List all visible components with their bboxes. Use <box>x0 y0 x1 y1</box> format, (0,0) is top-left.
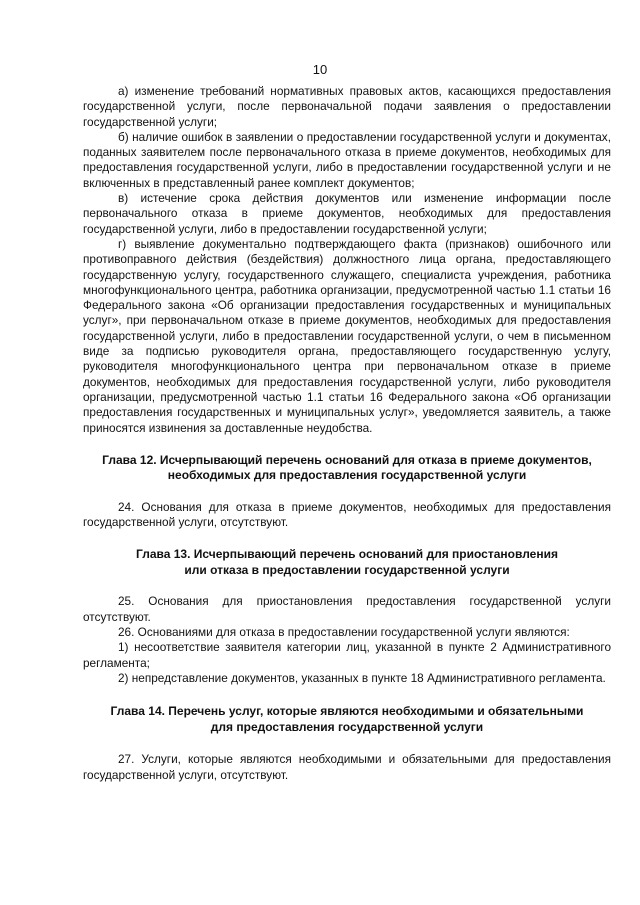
document-body <box>83 84 611 783</box>
paragraph-g: г) выявление документально подтверждающего факта (признаков) ошибочного или противоправного действия (бездействия) должностного лица органа, предоставляющего государственную услугу, государственного служащего, специалиста учреждения, работника многофункционального центра, работника организации, предусмотренной частью 1.1 статьи 16 Федерального закона «Об организации предоставления государственных и муниципальных услуг», при первоначальном отказе в приеме документов, необходимых для предоставления государственной услуги, либо в предоставлении государственной услуги, о чем в письменном виде за подписью руководителя органа, предоставляющего государственную услугу, руководителя многофункционального центра при первоначальном отказе в приеме документов, необходимых для предоставления государственной услуги, либо руководителя организации, предусмотренной частью 1.1 статьи 16 Федерального закона «Об организации предоставления государственных и муниципальных услуг», уведомляется заявитель, а также приносятся извинения за доставленные неудобства. <box>83 236 611 435</box>
paragraph-24: 24. Основания для отказа в приеме документов, необходимых для предоставления государственной услуги, отсутствуют. <box>83 499 611 530</box>
chapter-13-heading-line2: или отказа в предоставлении государственной услуги <box>184 562 510 577</box>
chapter-14-heading <box>83 704 611 735</box>
paragraph-26: 26. Основаниями для отказа в предоставлении государственной услуги являются: <box>118 625 570 640</box>
chapter-14-heading-line1: Глава 14. Перечень услуг, которые являются необходимыми и обязательными <box>110 704 584 719</box>
chapter-12-heading-line2: необходимых для предоставления государственной услуги <box>167 468 527 483</box>
paragraph-26-item-2: 2) непредставление документов, указанных в пункте 18 Административного регламента. <box>118 670 606 685</box>
chapter-12-heading <box>83 453 611 484</box>
paragraph-b: б) наличие ошибок в заявлении о предоставлении государственной услуги и документах, поданных заявителем после первоначального отказа в приеме документов, необходимых для предоставления государственной услуги, либо в предоставлении государственной услуги и не включенных в представленный ранее комплект документов; <box>83 129 611 190</box>
paragraph-27: 27. Услуги, которые являются необходимыми и обязательными для предоставления государственной услуги, отсутствуют. <box>83 752 611 782</box>
chapter-14-heading-line2: для предоставления государственной услуги <box>210 719 484 734</box>
paragraph-26-item-1: 1) несоответствие заявителя категории лиц, указанной в пункте 2 Административного регламента; <box>83 640 611 670</box>
paragraph-v: в) истечение срока действия документов или изменение информации после первоначального отказа в приеме документов, необходимых для предоставления государственной услуги, либо в предоставлении государственной услуги; <box>83 191 611 236</box>
page-number: 10 <box>312 62 328 77</box>
chapter-13-heading-line1: Глава 13. Исчерпывающий перечень оснований для приостановления <box>136 547 558 562</box>
paragraph-a: а) изменение требований нормативных правовых актов, касающихся предоставления государственной услуги, после первоначальной подачи заявления о предоставлении государственной услуги; <box>83 84 611 129</box>
paragraph-25: 25. Основания для приостановления предоставления государственной услуги отсутствуют. <box>83 594 611 624</box>
chapter-13-heading <box>83 547 611 578</box>
chapter-12-heading-line1: Глава 12. Исчерпывающий перечень оснований для отказа в приеме документов, <box>102 452 592 467</box>
